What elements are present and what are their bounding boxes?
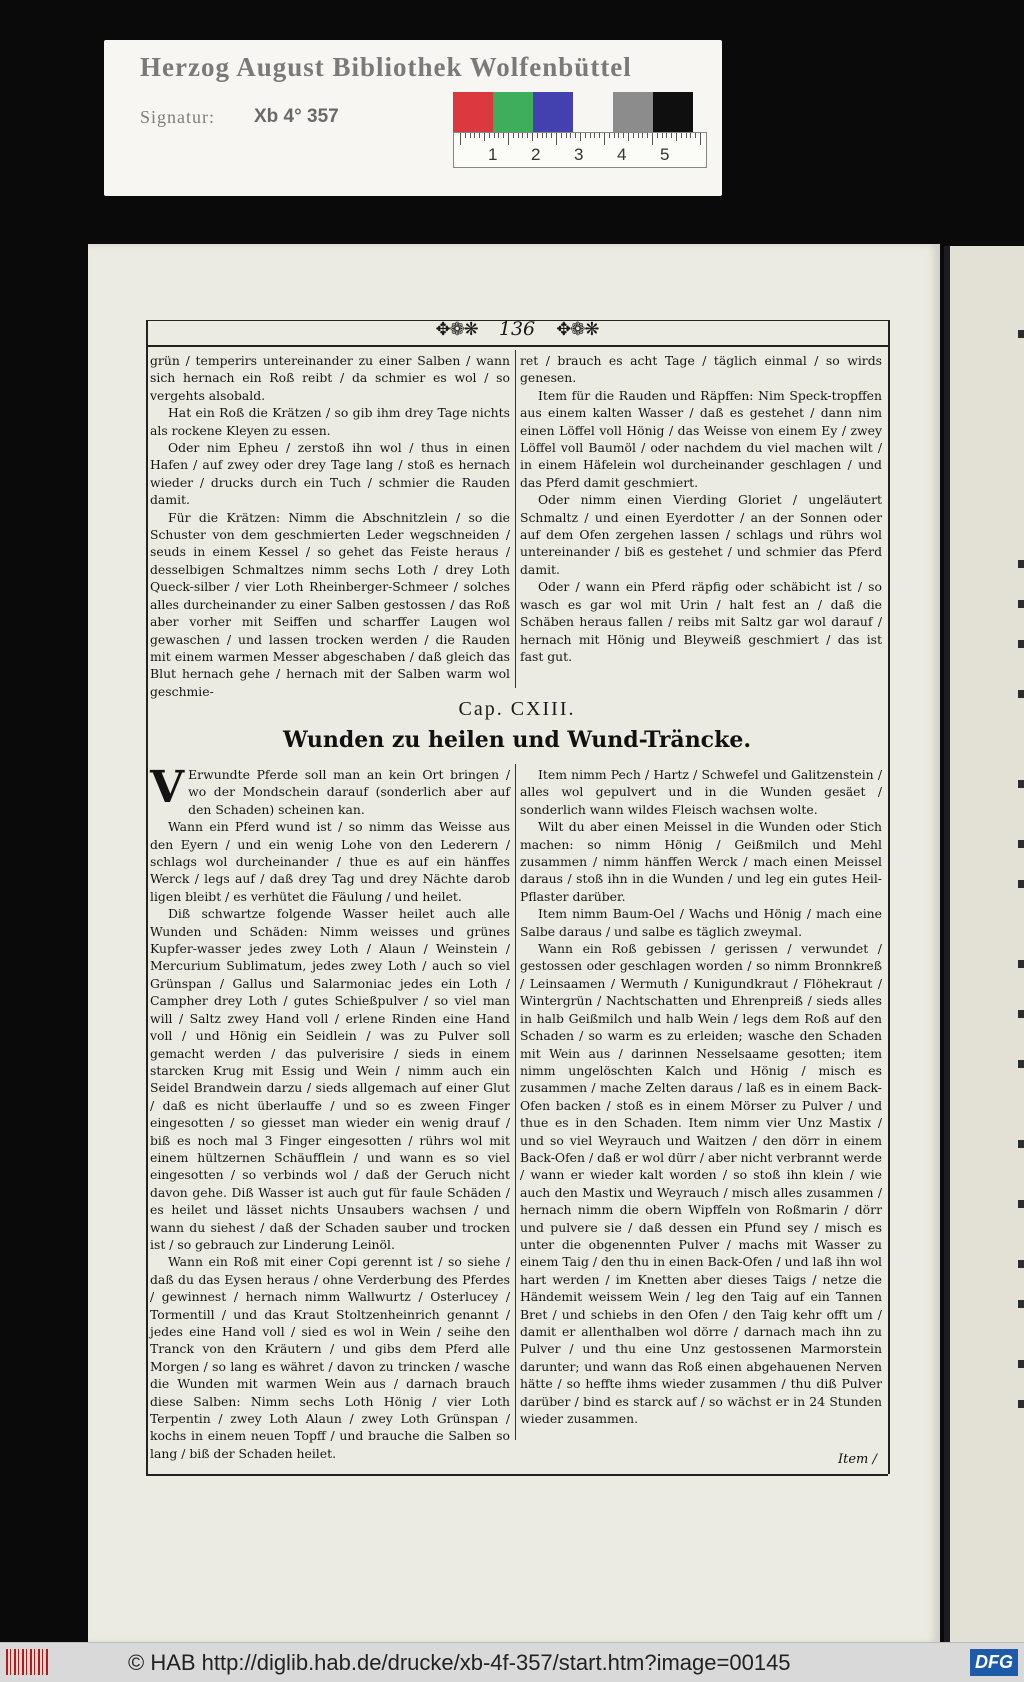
paragraph: Wann ein Pferd wund ist / so nimm das Weisse aus den Eyern / und ein wenig Lohe von den Lederern / schlags wol durcheinander / thue es auf ein hänffes Werck / legs auf / daß drey Tag und drey Nächte darob ligen bleibt / es verhütet die Fäulung / und heilet. xyxy=(150,819,510,904)
ruler-number: 2 xyxy=(531,145,541,164)
top-left-column xyxy=(150,352,510,700)
ruler-tick xyxy=(508,133,509,145)
ornament-left-icon: ✥❁❋ xyxy=(435,318,478,340)
ruler-tick xyxy=(585,133,586,138)
ruler-tick xyxy=(628,133,629,141)
facing-page-text-fragment xyxy=(1018,1010,1024,1018)
facing-page-text-fragment xyxy=(1018,1200,1024,1208)
ruler-tick xyxy=(638,133,639,138)
color-swatch xyxy=(493,92,533,132)
facing-page-text-fragment xyxy=(1018,640,1024,648)
color-swatch xyxy=(573,92,613,132)
scale-ruler xyxy=(453,132,707,168)
ruler-tick xyxy=(604,133,605,145)
ruler-tick xyxy=(479,133,480,138)
ruler-tick xyxy=(676,133,677,141)
facing-page-text-fragment xyxy=(1018,330,1024,338)
ruler-tick xyxy=(561,133,562,138)
paragraph xyxy=(150,762,510,818)
facing-page-text-fragment xyxy=(1018,560,1024,568)
ruler-tick xyxy=(503,133,504,138)
ruler-tick xyxy=(556,133,557,145)
ruler-tick xyxy=(527,133,528,138)
paragraph-text: Erwundte Pferde soll man an kein Ort bringen / wo der Mondschein darauf (sonderlich aber auf den Schaden) scheinen kan. xyxy=(188,767,510,817)
ruler-tick xyxy=(546,133,547,138)
facing-page-text-fragment xyxy=(1018,1400,1024,1408)
paragraph: Oder nim Epheu / zerstoß ihn wol / thus in einen Hafen / auf zwey oder drey Tage lang / stoß es hernach wieder / drucks durch ein Tuch / schmier die Rauden damit. xyxy=(150,440,510,508)
barcode-logo-icon xyxy=(6,1649,48,1675)
paragraph: Hat ein Roß die Krätzen / so gib ihm drey Tage nichts als rockene Kleyen zu essen. xyxy=(150,405,510,438)
paragraph: Wilt du aber einen Meissel in die Wunden oder Stich machen: so nimm Hönig / Geißmilch und Mehl zusammen / nimm hänffen Werck / mach einen Meissel daraus / stoß ihn in die Wunden / und leg ein gutes Heil-Pflaster darüber. xyxy=(520,819,882,904)
ruler-tick xyxy=(498,133,499,138)
facing-page-text-fragment xyxy=(1018,1360,1024,1368)
ruler-number: 3 xyxy=(574,145,584,164)
ruler-tick xyxy=(522,133,523,138)
ruler-tick xyxy=(518,133,519,138)
paragraph: Item nimm Pech / Hartz / Schwefel und Galitzenstein / alles wol gepulvert und in die Wunden gesäet / sonderlich wann wildes Fleisch wachsen wolte. xyxy=(520,767,882,817)
ruler-tick xyxy=(580,133,581,141)
bottom-left-column xyxy=(150,762,510,1462)
column-divider xyxy=(515,764,516,1440)
ruler-tick xyxy=(690,133,691,138)
ruler-tick xyxy=(695,133,696,138)
chapter-title: Wunden zu heilen und Wund-Träncke. xyxy=(283,727,751,753)
paragraph: ret / brauch es acht Tage / täglich einmal / so wirds genesen. xyxy=(520,353,882,386)
ruler-tick xyxy=(599,133,600,138)
color-swatch xyxy=(613,92,653,132)
facing-page-text-fragment xyxy=(1018,1060,1024,1068)
facing-page-text-fragment xyxy=(1018,880,1024,888)
ruler-tick xyxy=(590,133,591,138)
facing-page-edge xyxy=(944,246,1024,1646)
ruler-tick xyxy=(465,133,466,138)
ruler-tick xyxy=(681,133,682,138)
signature-value: Xb 4° 357 xyxy=(254,106,339,127)
ruler-tick xyxy=(551,133,552,138)
drop-capital: V xyxy=(150,762,185,813)
ruler-tick xyxy=(542,133,543,138)
ruler-tick xyxy=(618,133,619,138)
top-right-column xyxy=(520,352,882,665)
paragraph: Item nimm Baum-Oel / Wachs und Hönig / mach eine Salbe daraus / und salbe es täglich zweymal. xyxy=(520,906,882,939)
facing-page-text-fragment xyxy=(1018,840,1024,848)
copyright-link[interactable]: © HAB http://diglib.hab.de/drucke/xb-4f-357/start.htm?image=00145 xyxy=(128,1650,791,1675)
facing-page-text-fragment xyxy=(1018,1260,1024,1268)
ruler-tick xyxy=(484,133,485,141)
facing-page-text-fragment xyxy=(1018,1300,1024,1308)
paragraph: Wann ein Roß gebissen / gerissen / verwundet / gestossen oder geschlagen worden / so nimm Bronnkreß / Leinsaamen / Wermuth / Kunigundkraut / Flöhekraut / Wintergrün / Nachtschatten und Ehrenpreiß / sieds alles in halb Geißmilch und halb Wein / legs dem Roß auf den Schaden / so warm es zu erleiden; wasche den Schaden mit Wein aus / darinnen Nesselsaame gesotten; item nimm ungelöschten Kalch und Hönig / misch es zusammen / mache Zelten daraus / laß es in einem Back-Ofen backen / stoß es in einem Mörser zu Pulver / und thue es in den Schaden. Item nimm vier Unz Mastix / und so viel Weyrauch und Waitzen / den dörr in einem Back-Ofen / daß er wol dürr / aber nicht verbrannt werde / wann er wieder kalt worden / so stoß ihn klein / wie auch den Mastix und Weyrauch / misch alles zusammen / hernach nimm die obern Wipffeln von Roßmarin / dörr und pulvere sie / daß dessen ein Pfund sey / misch es unter die obgenennten Pulver / machs mit Wasser zu einem Taig / den thu in einen Back-Ofen / und laß ihn wol hart werden / im Knetten aber dieses Taigs / netze die Händemit weissem Wein / leg den Taig auf ein Tannen Bret / und schiebs in den Ofen / den Taig kehr offt um / damit er allenthalben wol dörre / darnach mach ihn zu Pulver / und thu eine Unz gestossenen Marmorstein darunter; und wann das Roß einen abgehauenen Nerven hätte / so heffte ihms wieder zusammen / thu diß Pulver darüber / bind es starck auf / so wächst er in 24 Stunden wieder zusammen. xyxy=(520,941,882,1427)
ruler-tick xyxy=(474,133,475,138)
ruler-tick xyxy=(686,133,687,138)
facing-page-text-fragment xyxy=(1018,600,1024,608)
footer-bar xyxy=(0,1642,1024,1682)
ruler-tick xyxy=(594,133,595,138)
ruler-tick xyxy=(575,133,576,138)
color-swatch xyxy=(533,92,573,132)
library-name: Herzog August Bibliothek Wolfenbüttel xyxy=(140,52,632,82)
ruler-tick xyxy=(566,133,567,138)
paragraph: grün / temperirs untereinander zu einer Salben / wann sich hernach ein Roß reibt / da schmier es wol / so vergehts alsobald. xyxy=(150,353,510,403)
dfg-logo: DFG xyxy=(970,1649,1018,1676)
facing-page-text-fragment xyxy=(1018,780,1024,788)
ruler-tick xyxy=(666,133,667,138)
paragraph: Für die Krätzen: Nimm die Abschnitzlein / so die Schuster von dem geschmierten Leder wegschneiden / seuds in einem Kessel / so gehet das Feiste heraus / desselbigen Schmaltzes nimm sechs Loth / drey Loth Queck-silber / vier Loth Rheinberger-Schmeer / solches alles durcheinander zu einer Salben gestossen / das Roß aber vorher mit Seiffen und scharffer Laugen wol gewaschen / und lassen trocken werden / die Rauden mit einem warmen Messer abgeschaben / daß gleich das Blut hernach gehe / hernach mit der Salben warm wol geschmie- xyxy=(150,509,510,699)
ruler-tick xyxy=(642,133,643,138)
ruler-tick xyxy=(537,133,538,138)
facing-page-text-fragment xyxy=(1018,960,1024,968)
ruler-tick xyxy=(652,133,653,145)
ruler-tick xyxy=(700,133,701,145)
paragraph: Diß schwartze folgende Wasser heilet auch alle Wunden und Schäden: Nimm weisses und grünes Kupfer-wasser jedes zwey Loth / Alaun / Weinstein / Mercurium Sublimatum, jedes zwey Loth / auch so viel Grünspan / Gallus und Salarmoniac jedes ein Loth / Campher drey Loth / gutes Schießpulver / so viel man will / Saltz zwey Hand voll / erlene Rinden eine Hand voll / und Hönig ein Seidlein / was zu Pulver soll gemacht werden / das pulverisire / sieds in einem starcken Krug mit Essig und Wein / nimm auch ein Seidel Brandwein darzu / sieds allgemach auf einer Glut / daß es nicht überlauffe / und so es zween Finger eingesotten / so giesset man wieder ein wenig drauf / biß es noch mal 3 Finger eingesotten / rührs wol mit einem hültzernen Schäufflein / und wann es so viel eingesotten / so verbinds wol / daß der Geruch nicht davon gehe. Diß Wasser ist auch gut für faule Schäden / es heilet und lässet nichts Unsaubers wachsen / und wann du siehest / daß der Schaden sauber und trocken ist / so gebrauch zur Linderung Leinöl. xyxy=(150,906,510,1252)
ruler-tick xyxy=(494,133,495,138)
signature-label: Signatur: xyxy=(140,107,215,127)
ruler-tick xyxy=(614,133,615,138)
running-header xyxy=(146,318,888,346)
ruler-tick xyxy=(623,133,624,138)
color-swatch xyxy=(453,92,493,132)
page-number: 136 xyxy=(498,318,536,340)
chapter-heading: Cap. CXIII. xyxy=(458,698,576,720)
color-swatch xyxy=(653,92,693,132)
ruler-tick xyxy=(532,133,533,141)
bottom-right-column xyxy=(520,766,882,1427)
facing-page-text-fragment xyxy=(1018,1140,1024,1148)
ruler-number: 1 xyxy=(488,145,498,164)
ruler-tick xyxy=(609,133,610,138)
paragraph: Item für die Rauden und Räpffen: Nim Speck-tropffen aus einem kalten Wasser / daß es gestehet / dann nim einen Löffel voll Hönig / das Weisse von einem Ey / zwey Löffel voll Baumöl / oder nachdem du viel machen wilt / in einem Häfelein wol durcheinander geschlagen / und das Pferd damit geschmiert. xyxy=(520,387,882,490)
ruler-tick xyxy=(470,133,471,138)
ruler-tick xyxy=(489,133,490,138)
ruler-tick xyxy=(657,133,658,138)
ruler-tick xyxy=(513,133,514,138)
ruler-tick xyxy=(460,133,461,145)
catchword: Item / xyxy=(838,1452,877,1467)
facing-page-text-fragment xyxy=(1018,690,1024,698)
color-calibration-chart xyxy=(453,92,693,132)
footer-rule xyxy=(146,1474,888,1476)
ruler-tick xyxy=(633,133,634,138)
column-divider xyxy=(515,350,516,688)
ruler-tick xyxy=(662,133,663,138)
ruler-number: 4 xyxy=(617,145,627,164)
paragraph: Wann ein Roß mit einer Copi gerennt ist / so siehe / daß du das Eysen heraus / ohne Verderbung des Pferdes / gewinnest / hernach nimm Wallwurtz / Osterlucey / Tormentill / und das Kraut Stoltzenheinrich genannt / jedes eine Hand voll / sied es wol in Wein / seihe den Tranck von den Kräutern / und gibs dem Pferd alle Morgen / so lang es währet / davon zu trincken / wasche die Wunden mit warmen Wein aus / darnach brauch diese Salben: Nimm sechs Loth Hönig / vier Loth Terpentin / zwey Loth Alaun / zwey Loth Grünspan / kochs in einem neuen Topff / und brauche die Salben so lang / biß der Schaden heilet. xyxy=(150,1254,510,1461)
ornament-right-icon: ✥❁❋ xyxy=(556,318,599,340)
paragraph: Oder nimm einen Vierding Gloriet / ungeläutert Schmaltz / und einen Eyerdotter / an der Sonnen oder auf dem Ofen zergehen lassen / schlags und rührs wol untereinander / biß es gestehet / und schmier das Pferd damit. xyxy=(520,492,882,577)
ruler-tick xyxy=(570,133,571,138)
ruler-number: 5 xyxy=(660,145,670,164)
ruler-tick xyxy=(647,133,648,138)
paragraph: Oder / wann ein Pferd räpfig oder schäbicht ist / so wasch es gar wol mit Urin / halt fest an / daß die Schäben heraus fallen / reibs mit Saltz gar wol darauf / hernach mit Hönig und Bleyweiß geschmiert / das ist fast gut. xyxy=(520,579,882,664)
ruler-tick xyxy=(671,133,672,138)
library-card xyxy=(104,40,722,196)
